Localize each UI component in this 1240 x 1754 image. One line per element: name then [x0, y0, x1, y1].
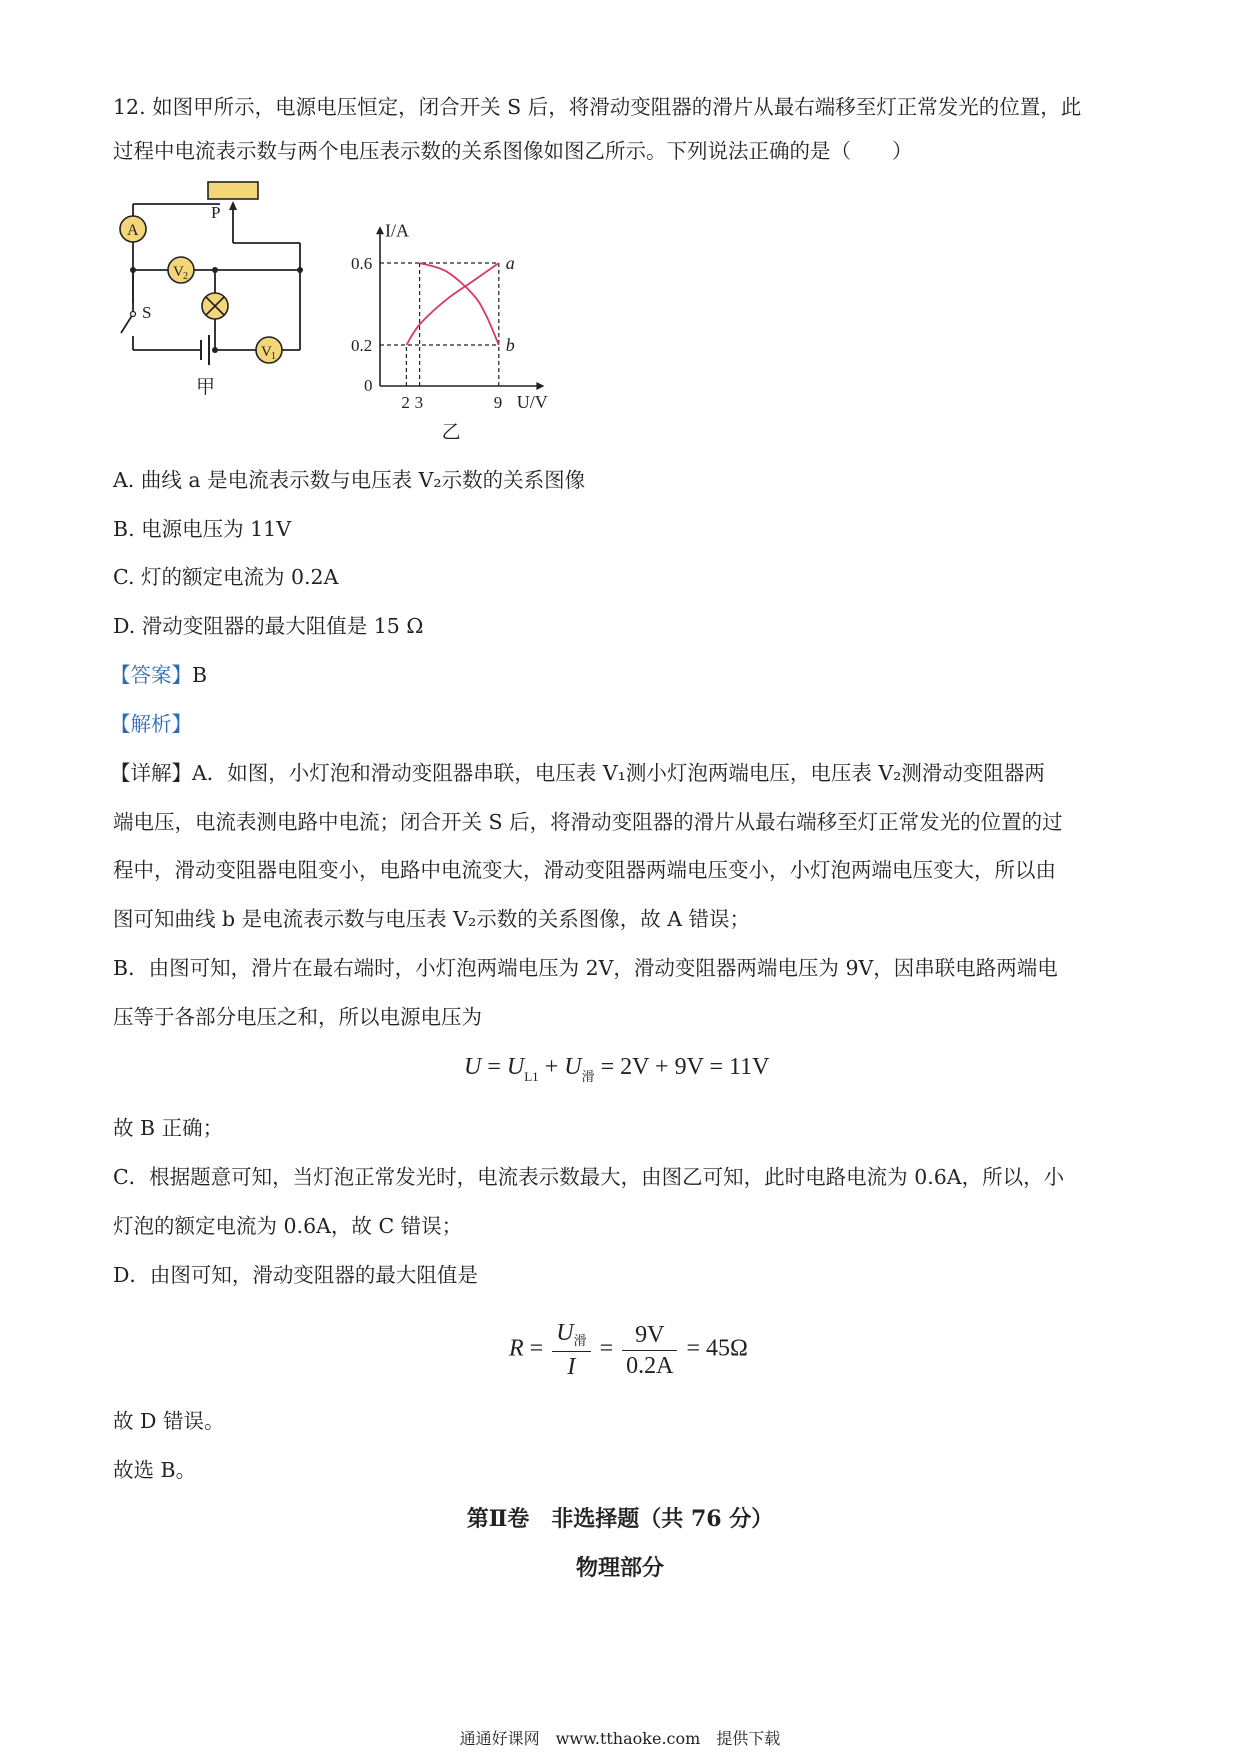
- svg-text:V: V: [173, 264, 184, 280]
- y-axis-arrow: [376, 226, 384, 234]
- question-line-2: 过程中电流表示数与两个电压表示数的关系图像如图乙所示。下列说法正确的是（ ）: [113, 139, 913, 163]
- answer-line: [110, 660, 1130, 690]
- option-c: C. 灯的额定电流为 0.2A: [113, 565, 339, 589]
- circuit-diagram: [108, 190, 328, 430]
- x-axis-arrow: [536, 382, 544, 390]
- option-b: B. 电源电压为 11V: [113, 517, 292, 541]
- slider-label: P: [211, 203, 221, 222]
- switch-label: S: [142, 303, 152, 322]
- svg-text:2: 2: [183, 271, 188, 282]
- ammeter-icon: [120, 216, 146, 242]
- c-line-2: 灯泡的额定电流为 0.6A，故 C 错误；: [113, 1214, 463, 1238]
- x-tick-label: 2: [401, 393, 410, 412]
- formula-max-resistance: R = $\frac{U_滑}{I}$ = $\frac{9V}{0.2A}$ = 45Ω: [509, 1320, 748, 1380]
- curve-label-b: b: [505, 335, 515, 355]
- d-conclusion: 故 D 错误。: [113, 1409, 225, 1433]
- detail-line-2: 端电压，电流表测电路中电流；闭合开关 S 后，将滑动变阻器的滑片从最右端移至灯正常发光的位置的过: [113, 810, 1063, 834]
- rheostat: [208, 182, 258, 199]
- b-conclusion: 故 B 正确；: [113, 1116, 224, 1140]
- option-a: A. 曲线 a 是电流表示数与电压表 V₂示数的关系图像: [113, 468, 586, 492]
- voltmeter-v2-icon: [168, 257, 194, 283]
- detail-line-6: 压等于各部分电压之和，所以电源电压为: [113, 1005, 482, 1029]
- y-axis-label: I/A: [385, 220, 409, 241]
- d-line: D．由图可知，滑动变阻器的最大阻值是: [113, 1263, 478, 1287]
- svg-text:V: V: [261, 344, 272, 360]
- detail-line-3: 程中，滑动变阻器电阻变小，电路中电流变大，滑动变阻器两端电压变小，小灯泡两端电压变大，所以由: [113, 858, 1056, 882]
- y-tick-label: 0.6: [351, 254, 373, 273]
- x-tick-label: 9: [493, 393, 503, 412]
- svg-text:A: A: [127, 222, 139, 239]
- curve-label-a: a: [505, 253, 515, 273]
- answer-label: 【答案】: [110, 663, 192, 687]
- origin-label: 0: [364, 376, 373, 395]
- lamp-icon: [202, 293, 228, 319]
- answer-value: B: [192, 663, 208, 687]
- c-line-1: C．根据题意可知，当灯泡正常发光时，电流表示数最大，由图乙可知，此时电路电流为 0.6A，所以，小: [113, 1165, 1065, 1189]
- final-answer: 故选 B。: [113, 1458, 197, 1482]
- x-tick-label: 3: [414, 393, 424, 412]
- detail-line-4: 图可知曲线 b 是电流表示数与电压表 V₂示数的关系图像，故 A 错误；: [113, 907, 751, 931]
- detail-line-5: B．由图可知，滑片在最右端时，小灯泡两端电压为 2V，滑动变阻器两端电压为 9V，因串联电路两端电: [113, 956, 1058, 980]
- section-title: 第Ⅱ卷 非选择题（共 76 分）: [466, 1506, 774, 1532]
- detail-label: 【详解】: [110, 761, 192, 785]
- figure-caption-yi: 乙: [441, 421, 461, 443]
- x-axis-label: U/V: [516, 392, 548, 412]
- svg-text:1: 1: [271, 351, 276, 362]
- formula-source-voltage: $U = U_{L1} + U_滑 = 2V + 9V = 11V$: [464, 1054, 770, 1084]
- footer: 通通好课网 www.tthaoke.com 提供下载: [459, 1729, 781, 1748]
- curve-b: [420, 263, 499, 345]
- figure-caption-jia: 甲: [196, 376, 216, 398]
- voltmeter-v1-icon: [256, 337, 282, 363]
- section-subtitle: 物理部分: [575, 1555, 664, 1581]
- detail-line-1: 【详解】A．如图，小灯泡和滑动变阻器串联，电压表 V₁测小灯泡两端电压，电压表 V₂测滑动变阻器两: [110, 761, 1045, 785]
- question-line-1: 12. 如图甲所示，电源电压恒定，闭合开关 S 后，将滑动变阻器的滑片从最右端移至灯正常发光的位置，此: [113, 95, 1082, 119]
- analysis-label: 【解析】: [110, 712, 192, 736]
- option-d: D. 滑动变阻器的最大阻值是 15 Ω: [113, 614, 424, 638]
- y-tick-label: 0.2: [351, 336, 373, 355]
- graph-yi: [350, 220, 580, 450]
